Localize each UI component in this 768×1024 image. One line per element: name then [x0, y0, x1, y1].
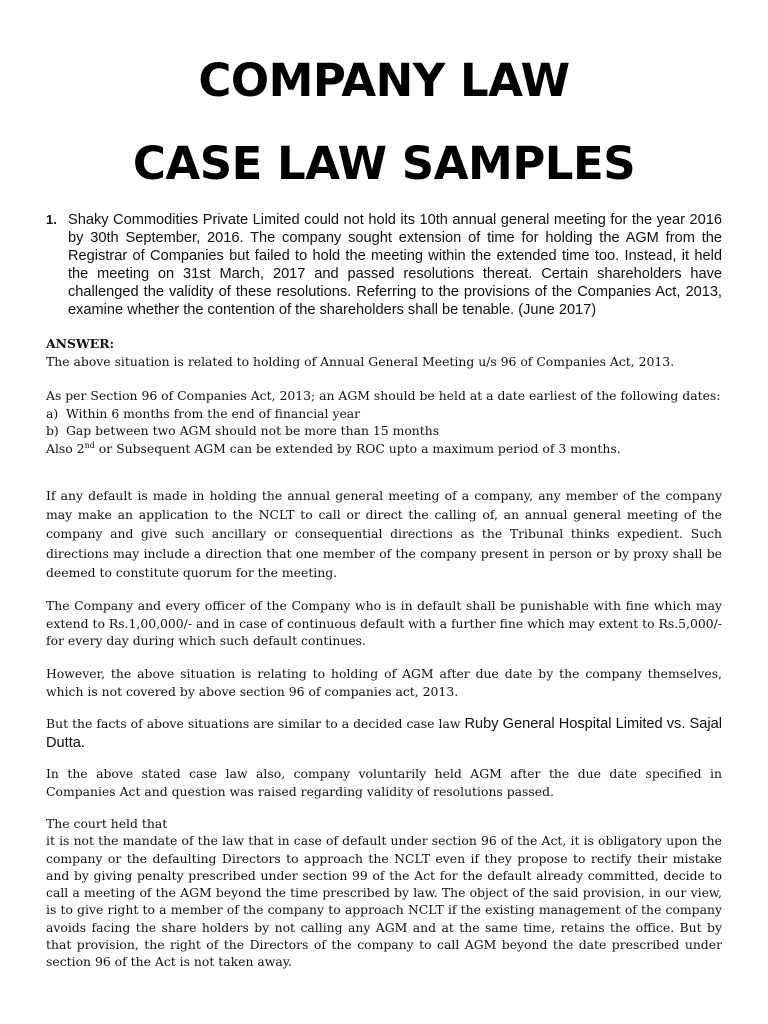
question-block: [46, 211, 722, 319]
question-number: 1.: [46, 212, 57, 227]
question-text: Shaky Commodities Private Limited could not hold its 10th annual general meeting for the year 2016 by 30th September, 2016. The company sought extension of time for holding the AGM from the Registrar of Companies but failed to hold the meeting within the extended time too. Instead, it held the meeting on 31st March, 2017 and passed resolutions thereat. Certain shareholders have challenged the validity of these resolutions. Referring to the provisions of the Companies Act, 2013, examine whether the contention of the shareholders shall be tenable. (June 2017): [68, 212, 722, 318]
default-paragraph-block: [46, 486, 722, 582]
however-paragraph-block: [46, 665, 722, 700]
answer-intro: The above situation is related to holding of Annual General Meeting u/s 96 of Companies Act, 2013.: [46, 353, 675, 369]
court-held-block: [46, 815, 722, 971]
answer-block-1: [46, 335, 722, 370]
fine-paragraph: The Company and every officer of the Company who is in default shall be punishable with fine which may extend to Rs.1,00,000/- and in case of continuous default with a further fine which may extent to Rs.5,000/- for every day during which such default continues.: [46, 598, 722, 649]
court-held-label: The court held that: [46, 816, 168, 831]
extension-note-sup: nd: [84, 440, 95, 450]
case-paragraph-pre: But the facts of above situations are similar to a decided case law: [46, 716, 465, 731]
case-paragraph-block: [46, 715, 722, 752]
case-paragraph: [46, 715, 722, 752]
list-item-label: a): [46, 405, 59, 421]
section-96-block: [46, 387, 722, 457]
however-paragraph: However, the above situation is relating to holding of AGM after due date by the company themselves, which is not covered by above section 96 of companies act, 2013.: [46, 666, 722, 699]
case-name: Ruby General Hospital Limited vs. Sajal Dutta.: [46, 716, 722, 751]
extension-note: [46, 440, 722, 458]
fine-paragraph-block: [46, 597, 722, 650]
extension-note-post: or Subsequent AGM can be extended by ROC upto a maximum period of 3 months.: [94, 440, 621, 456]
answer-heading: ANSWER:: [46, 336, 115, 351]
extension-note-pre: Also 2: [46, 440, 85, 456]
default-paragraph: If any default is made in holding the annual general meeting of a company, any member of the company may make an application to the NCLT to call or direct the calling of, an annual general meeting of the company and give such ancillary or consequential directions as the Tribunal thinks expedient. Such directions may include a direction that one member of the company present in person or by proxy shall be deemed to constitute quorum for the meeting.: [46, 488, 722, 580]
list-item: [46, 405, 722, 423]
stated-paragraph: In the above stated case law also, company voluntarily held AGM after the due date specified in Companies Act and question was raised regarding validity of resolutions passed.: [46, 766, 722, 799]
stated-paragraph-block: [46, 765, 722, 800]
list-item-text: Gap between two AGM should not be more than 15 months: [66, 423, 440, 439]
document-title-line-1: COMPANY LAW: [198, 54, 570, 107]
court-held-text: it is not the mandate of the law that in case of default under section 96 of the Act, it is obligatory upon the company or the defaulting Directors to approach the NCLT even if they propose to rectify their mistake and by giving penalty prescribed under section 99 of the Act for the default already committed, decide to call a meeting of the AGM beyond the time prescribed by law. The object of the said provision, in our view, is to give right to a member of the company to approach NCLT if the existing management of the company avoids facing the share holders by not calling any AGM and at the same time, retains the office. But by that provision, the right of the Directors of the company to call AGM beyond the date prescribed under section 96 of the Act is not taken away.: [46, 833, 722, 970]
list-item: [46, 422, 722, 440]
list-item-text: Within 6 months from the end of financial year: [66, 405, 361, 421]
section-96-intro: As per Section 96 of Companies Act, 2013; an AGM should be held at a date earliest of the following dates:: [46, 388, 721, 403]
document-title-line-2: CASE LAW SAMPLES: [132, 137, 636, 190]
list-item-label: b): [46, 423, 59, 439]
